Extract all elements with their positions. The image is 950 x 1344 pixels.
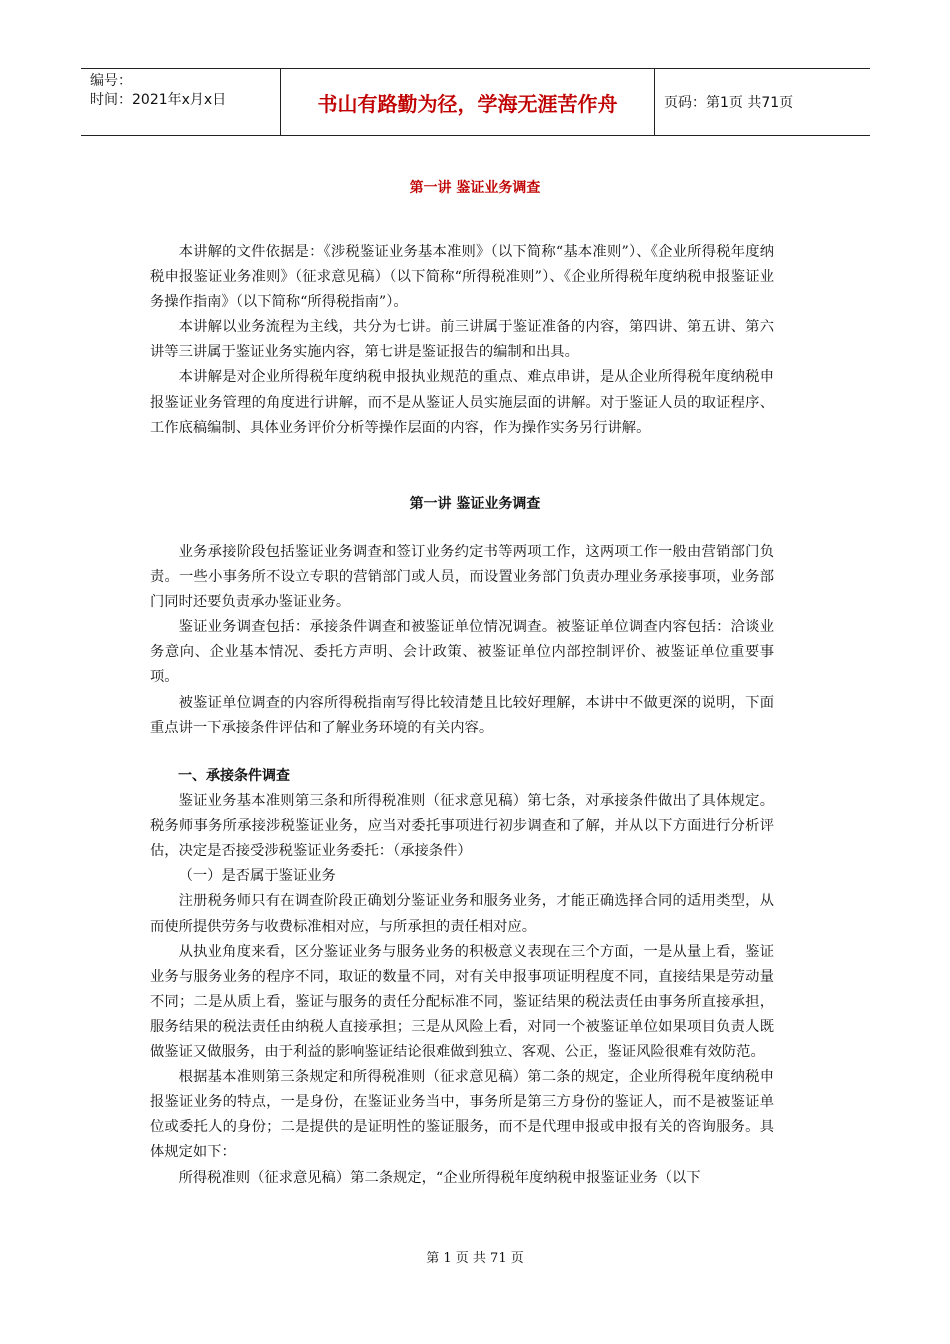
body-paragraph: 鉴证业务基本准则第三条和所得税准则（征求意见稿）第七条，对承接条件做出了具体规定。税务师事务所承接涉税鉴证业务，应当对委托事项进行初步调查和了解，并从以下方面进行分析评估，决定是否接受涉税鉴证业务委托：（承接条件） — [150, 793, 774, 860]
body-paragraph: 所得税准则（征求意见稿）第二条规定，“企业所得税年度纳税申报鉴证业务（以下 — [178, 1169, 701, 1186]
header-motto: 书山有路勤为径，学海无涯苦作舟 — [281, 69, 655, 135]
section-title: 第一讲 鉴证业务调查 — [409, 496, 541, 512]
body-paragraph: 鉴证业务调查包括：承接条件调查和被鉴证单位情况调查。被鉴证单位调查内容包括：洽谈业务意向、企业基本情况、委托方声明、会计政策、被鉴证单位内部控制评价、被鉴证单位重要事项。 — [150, 619, 774, 686]
body-paragraph: 根据基本准则第三条规定和所得税准则（征求意见稿）第二条的规定，企业所得税年度纳税申报鉴证业务的特点，一是身份，在鉴证业务当中，事务所是第三方身份的鉴证人，而不是被鉴证单位或委托人的身份；二是提供的是证明性的鉴证服务，而不是代理申报或申报有关的咨询服务。具体规定如下： — [150, 1069, 774, 1161]
sub-heading: （一）是否属于鉴证业务 — [178, 868, 336, 885]
body-paragraph: 业务承接阶段包括鉴证业务调查和签订业务约定书等两项工作，这两项工作一般由营销部门负责。一些小事务所不设立专职的营销部门或人员，而设置业务部门负责办理业务承接事项，业务部门同时还要负责承办鉴证业务。 — [150, 544, 774, 611]
part1-section — [150, 764, 774, 1191]
intro-paragraph: 本讲解的文件依据是：《涉税鉴证业务基本准则》（以下简称“基本准则”）、《企业所得税年度纳税申报鉴证业务准则》（征求意见稿）（以下简称“所得税准则”）、《企业所得税年度纳税申报鉴证业务操作指南》（以下简称“所得税指南”）。 — [150, 244, 774, 311]
document-title: 第一讲 鉴证业务调查 — [409, 180, 541, 196]
intro-paragraph: 本讲解是对企业所得税年度纳税申报执业规范的重点、难点串讲，是从企业所得税年度纳税申报鉴证业务管理的角度进行讲解，而不是从鉴证人员实施层面的讲解。对于鉴证人员的取证程序、工作底稿编制、具体业务评价分析等操作层面的内容，作为操作实务另行讲解。 — [150, 369, 774, 436]
body-paragraph: 被鉴证单位调查的内容所得税指南写得比较清楚且比较好理解，本讲中不做更深的说明，下面重点讲一下承接条件评估和了解业务环境的有关内容。 — [150, 694, 774, 736]
header-meta-cell — [81, 69, 281, 135]
header-page-info: 页码：第1页 共71页 — [664, 95, 794, 111]
part1-heading: 一、承接条件调查 — [178, 768, 290, 784]
body-paragraph: 从执业角度来看，区分鉴证业务与服务业务的积极意义表现在三个方面，一是从量上看，鉴证业务与服务业务的程序不同，取证的数量不同，对有关申报事项证明程度不同，直接结果是劳动量不同；二是从质上看，鉴证与服务的责任分配标准不同，鉴证结果的税法责任由事务所直接承担，服务结果的税法责任由纳税人直接承担；三是从风险上看，对同一个被鉴证单位如果项目负责人既做鉴证又做服务，由于利益的影响鉴证结论很难做到独立、客观、公正，鉴证风险很难有效防范。 — [150, 943, 774, 1061]
intro-section — [150, 240, 774, 441]
document-number-label: 编号： — [90, 73, 132, 89]
intro-paragraph: 本讲解以业务流程为主线，共分为七讲。前三讲属于鉴证准备的内容，第四讲、第五讲、第六讲等三讲属于鉴证业务实施内容，第七讲是鉴证报告的编制和出具。 — [150, 319, 774, 361]
page-footer: 第 1 页 共 71 页 — [426, 1251, 524, 1266]
header-table — [81, 68, 870, 136]
body-paragraph: 注册税务师只有在调查阶段正确划分鉴证业务和服务业务，才能正确选择合同的适用类型，从而使所提供劳务与收费标准相对应，与所承担的责任相对应。 — [150, 893, 774, 935]
section-body — [150, 540, 774, 741]
document-time-label: 时间：2021年x月x日 — [90, 92, 227, 108]
